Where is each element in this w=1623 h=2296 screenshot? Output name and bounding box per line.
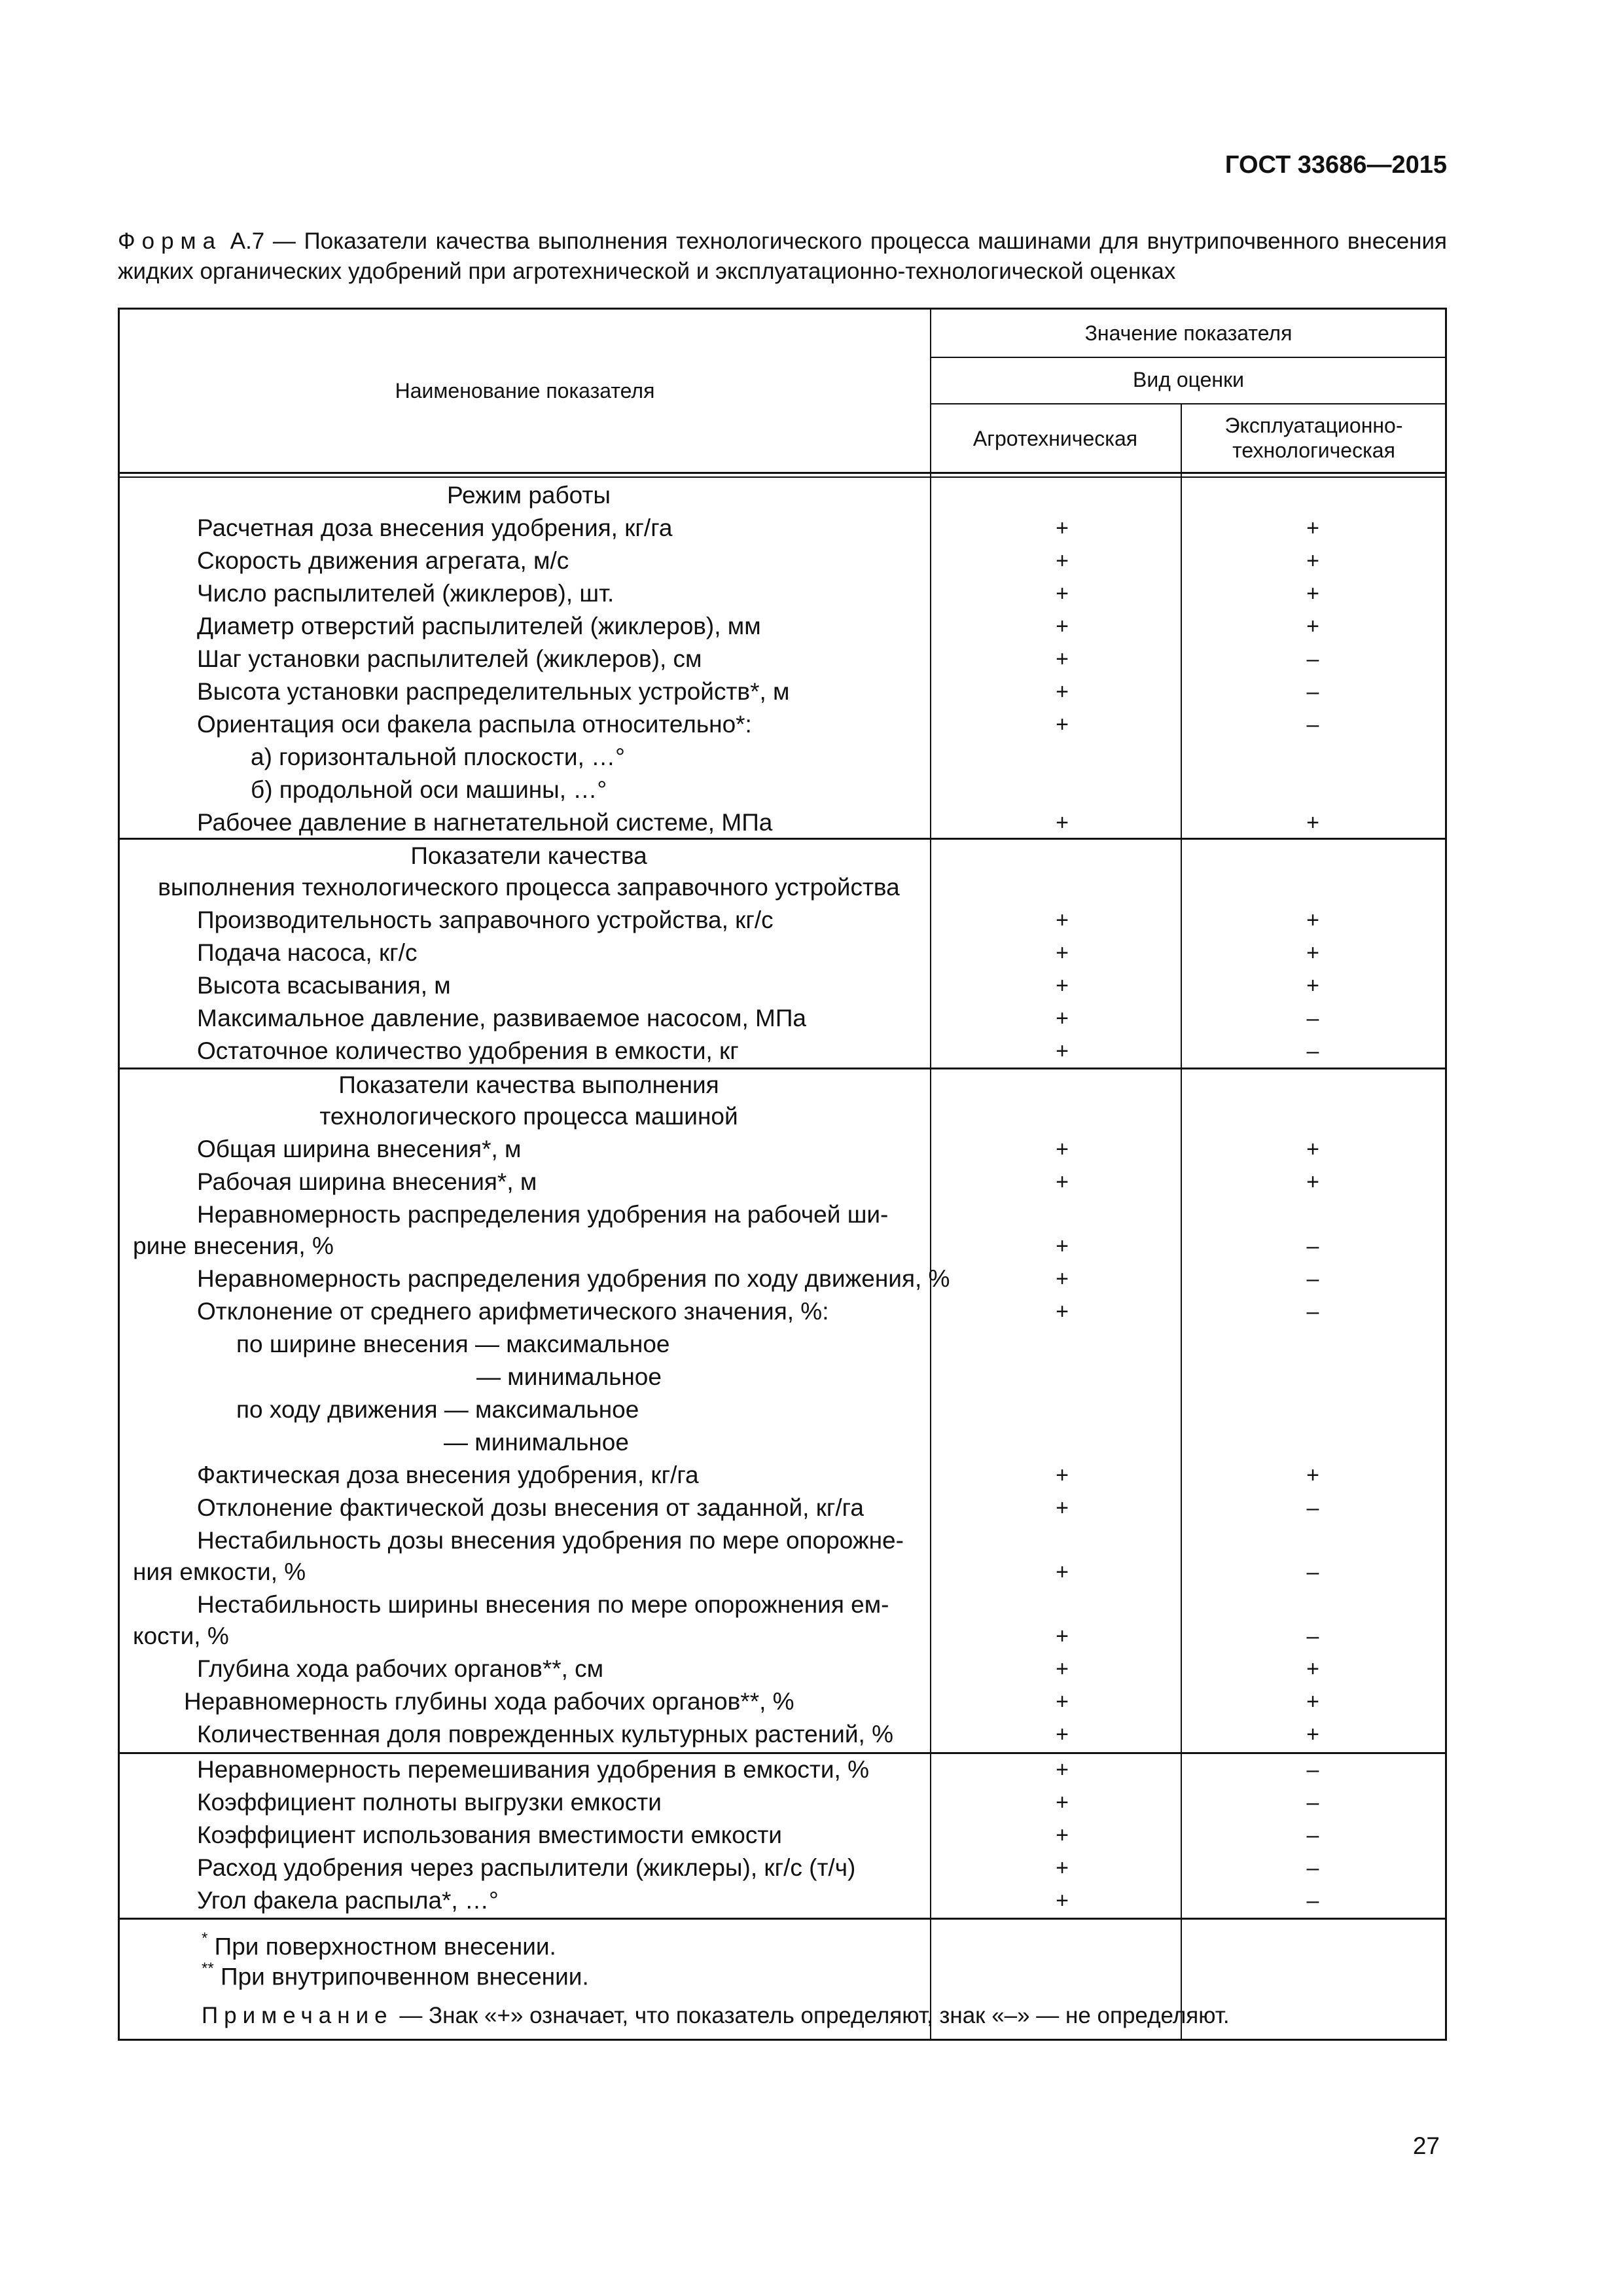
row-mark-expl: –: [1306, 1266, 1319, 1291]
row-name: Диаметр отверстий распылителей (жиклеров), мм: [197, 613, 761, 639]
row-mark-expl: +: [1306, 908, 1319, 933]
row-mark-expl: +: [1306, 1657, 1319, 1681]
row-mark-agro: +: [1056, 1560, 1069, 1585]
row-mark-expl: –: [1306, 1856, 1319, 1880]
table-note: [202, 2001, 1230, 2031]
row-mark-agro: +: [1056, 1170, 1069, 1194]
section-divider-4: [120, 1918, 1447, 1920]
row-name: Расчетная доза внесения удобрения, кг/га: [197, 514, 673, 541]
row-mark-expl: +: [1306, 1137, 1319, 1162]
row-mark-agro: +: [1056, 1234, 1069, 1259]
row-name: Шаг установки распылителей (жиклеров), см: [197, 645, 702, 672]
row-mark-expl: +: [1306, 1689, 1319, 1714]
row-mark-agro: +: [1056, 1722, 1069, 1747]
row-mark-agro: +: [1056, 1657, 1069, 1681]
row-mark-expl: –: [1306, 1299, 1319, 1324]
col-b-header: [1181, 413, 1447, 463]
row-mark-expl: –: [1306, 647, 1319, 672]
row-name: Производительность заправочного устройства, кг/с: [197, 906, 774, 933]
row-mark-agro: +: [1056, 1137, 1069, 1162]
row-mark-agro: +: [1056, 1757, 1069, 1782]
footnote-2: [202, 1956, 589, 1992]
row-name: Коэффициент полноты выгрузки емкости: [197, 1789, 662, 1816]
page-number: 27: [1412, 2132, 1440, 2159]
header-divider-value: [930, 357, 1447, 358]
note-text: — Знак «+» означает, что показатель определяют, знак «–» — не определяют.: [393, 2003, 1230, 2028]
form-title: — Показатели качества выполнения технологического процесса машинами для внутрипочвенного внесения жидких органических удобрений при агротехнической и эксплуатационно-технологической оценках: [118, 228, 1448, 284]
value-header: Значение показателя: [1084, 321, 1293, 345]
form-caption: [118, 226, 1447, 287]
row-name: б) продольной оси машины, …°: [251, 776, 607, 803]
row-name: Нестабильность дозы внесения удобрения по мере опорожне-: [197, 1527, 904, 1554]
row-mark-agro: +: [1056, 614, 1069, 639]
row-mark-expl: +: [1306, 548, 1319, 573]
row-mark-agro: +: [1056, 516, 1069, 541]
row-mark-expl: +: [1306, 614, 1319, 639]
row-name: Глубина хода рабочих органов**, см: [197, 1655, 604, 1682]
footnote-2-mark: **: [202, 1960, 214, 1977]
row-name: Угол факела распыла*, …°: [197, 1887, 499, 1914]
row-mark-agro: +: [1056, 810, 1069, 835]
col-a-header: Агротехническая: [972, 427, 1138, 450]
kind-header: Вид оценки: [1133, 368, 1244, 391]
row-mark-expl: –: [1306, 712, 1319, 737]
row-name: Показатели качества выполнения: [338, 1071, 719, 1098]
row-mark-expl: –: [1306, 679, 1319, 704]
row-name: Фактическая доза внесения удобрения, кг/га: [197, 1462, 699, 1488]
row-mark-expl: +: [1306, 973, 1319, 998]
row-name: ния емкости, %: [133, 1558, 306, 1585]
row-name: выполнения технологического процесса заправочного устройства: [158, 874, 900, 901]
row-mark-agro: +: [1056, 941, 1069, 965]
row-name: Неравномерность глубины хода рабочих органов**, %: [184, 1688, 794, 1715]
row-mark-agro: +: [1056, 679, 1069, 704]
footnote-1-text: При поверхностном внесении.: [214, 1933, 556, 1960]
row-mark-agro: +: [1056, 1888, 1069, 1913]
row-mark-expl: –: [1306, 1496, 1319, 1520]
note-word: Примечание: [202, 2003, 393, 2028]
row-mark-agro: +: [1056, 973, 1069, 998]
row-mark-agro: +: [1056, 1823, 1069, 1848]
row-name: Расход удобрения через распылители (жиклеры), кг/с (т/ч): [197, 1854, 856, 1881]
row-mark-agro: +: [1056, 548, 1069, 573]
document-code: ГОСТ 33686—2015: [1224, 151, 1447, 179]
row-name: — минимальное: [444, 1429, 629, 1456]
header-divider-kind: [930, 403, 1447, 404]
row-name: Коэффициент использования вместимости емкости: [197, 1821, 782, 1848]
row-mark-expl: –: [1306, 1039, 1319, 1064]
row-name: Отклонение фактической дозы внесения от заданной, кг/га: [197, 1494, 864, 1521]
row-name: Высота установки распределительных устройств*, м: [197, 678, 790, 705]
indicators-table: [118, 308, 1447, 2041]
row-mark-expl: +: [1306, 516, 1319, 541]
row-mark-agro: +: [1056, 581, 1069, 606]
row-name: Скорость движения агрегата, м/с: [197, 547, 569, 574]
row-name: Неравномерность распределения удобрения на рабочей ши-: [197, 1201, 889, 1228]
row-mark-agro: +: [1056, 1496, 1069, 1520]
row-mark-agro: +: [1056, 1689, 1069, 1714]
row-name: по ходу движения — максимальное: [236, 1396, 639, 1423]
col-divider-1: [930, 310, 931, 2039]
row-mark-expl: –: [1306, 1757, 1319, 1782]
row-name: а) горизонтальной плоскости, …°: [251, 744, 625, 770]
row-mark-agro: +: [1056, 1624, 1069, 1649]
row-name: Общая ширина внесения*, м: [197, 1136, 522, 1162]
row-mark-expl: –: [1306, 1790, 1319, 1815]
row-name: Ориентация оси факела распыла относительно*:: [197, 711, 752, 738]
row-name: — минимальное: [476, 1363, 662, 1390]
row-name: Неравномерность распределения удобрения по ходу движения, %: [197, 1265, 950, 1292]
form-number: А.7: [230, 228, 265, 254]
row-mark-agro: +: [1056, 1856, 1069, 1880]
row-name: Режим работы: [446, 482, 611, 509]
row-mark-expl: +: [1306, 581, 1319, 606]
row-mark-agro: +: [1056, 1463, 1069, 1488]
row-mark-agro: +: [1056, 1039, 1069, 1064]
header-bottom-line-2: [120, 476, 1447, 478]
footnote-1-mark: *: [202, 1929, 208, 1947]
row-name: Число распылителей (жиклеров), шт.: [197, 580, 615, 607]
row-mark-expl: –: [1306, 1234, 1319, 1259]
col-b-header-line2: технологическая: [1232, 439, 1395, 462]
col-b-header-line1: Эксплуатационно-: [1224, 414, 1403, 437]
row-mark-agro: +: [1056, 1790, 1069, 1815]
row-mark-agro: +: [1056, 647, 1069, 672]
row-name: Показатели качества: [410, 842, 647, 869]
row-name: по ширине внесения — максимальное: [236, 1331, 670, 1357]
row-name: Рабочее давление в нагнетательной системе, МПа: [197, 809, 773, 836]
row-name: кости, %: [133, 1623, 229, 1649]
row-name: Высота всасывания, м: [197, 972, 451, 999]
row-mark-expl: +: [1306, 1722, 1319, 1747]
row-mark-expl: +: [1306, 1463, 1319, 1488]
row-mark-expl: –: [1306, 1624, 1319, 1649]
row-name: Подача насоса, кг/с: [197, 939, 418, 966]
row-mark-agro: +: [1056, 908, 1069, 933]
row-mark-expl: +: [1306, 941, 1319, 965]
row-name: Максимальное давление, развиваемое насосом, МПа: [197, 1005, 806, 1031]
col-name-header: Наименование показателя: [395, 379, 655, 403]
row-name: технологического процесса машиной: [319, 1103, 738, 1130]
header-bottom-line-1: [120, 472, 1447, 474]
row-mark-expl: +: [1306, 810, 1319, 835]
row-mark-expl: –: [1306, 1823, 1319, 1848]
row-name: Неравномерность перемешивания удобрения в емкости, %: [197, 1756, 870, 1783]
row-mark-expl: +: [1306, 1170, 1319, 1194]
form-word: Форма: [118, 228, 223, 254]
row-name: рине внесения, %: [133, 1232, 334, 1259]
row-name: Остаточное количество удобрения в емкости, кг: [197, 1037, 739, 1064]
row-mark-expl: –: [1306, 1006, 1319, 1031]
row-mark-agro: +: [1056, 1266, 1069, 1291]
row-mark-agro: +: [1056, 1006, 1069, 1031]
row-name: Нестабильность ширины внесения по мере опорожнения ем-: [197, 1591, 889, 1618]
row-name: Рабочая ширина внесения*, м: [197, 1168, 537, 1195]
row-mark-agro: +: [1056, 712, 1069, 737]
row-name: Отклонение от среднего арифметического значения, %:: [197, 1298, 829, 1325]
row-name: Количественная доля поврежденных культурных растений, %: [197, 1721, 893, 1748]
row-mark-expl: –: [1306, 1888, 1319, 1913]
footnote-2-text: При внутрипочвенном внесении.: [220, 1963, 589, 1990]
row-mark-agro: +: [1056, 1299, 1069, 1324]
row-mark-expl: –: [1306, 1560, 1319, 1585]
